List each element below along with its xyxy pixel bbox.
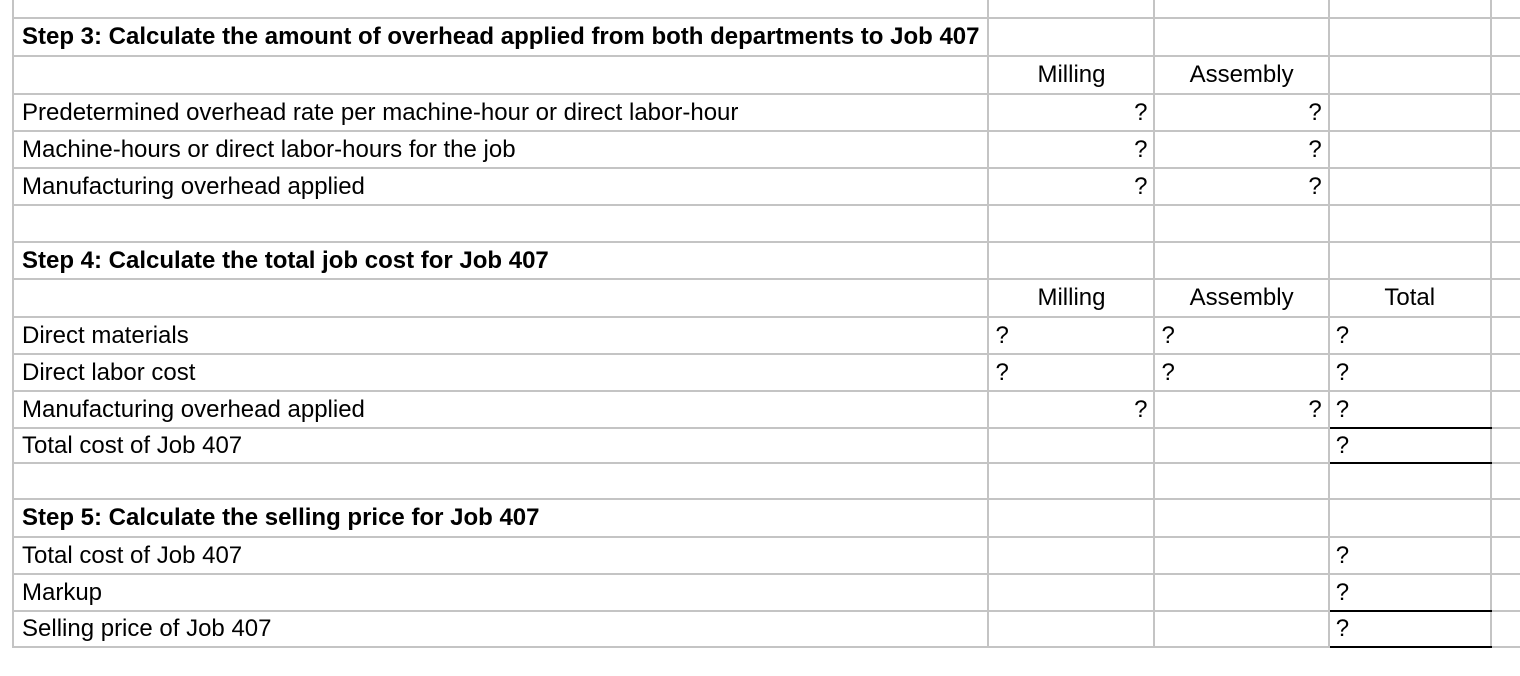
table-row (13, 428, 1520, 463)
milling-value[interactable]: ? (988, 94, 1154, 131)
cell[interactable] (1329, 18, 1491, 56)
cell[interactable] (1154, 18, 1328, 56)
row-label[interactable]: Manufacturing overhead applied (13, 391, 988, 428)
total-value[interactable]: ? (1329, 537, 1491, 574)
cell[interactable] (13, 279, 988, 317)
step4-col-total[interactable]: Total (1329, 279, 1491, 317)
table-row (13, 391, 1520, 428)
cell[interactable] (1329, 242, 1491, 279)
total-value[interactable]: ? (1329, 611, 1491, 647)
total-value[interactable]: ? (1329, 574, 1491, 611)
milling-value[interactable]: ? (988, 131, 1154, 168)
table-row (13, 94, 1520, 131)
cell[interactable] (988, 499, 1154, 537)
cell[interactable] (1491, 537, 1520, 574)
row-label[interactable]: Machine-hours or direct labor-hours for the job (13, 131, 988, 168)
cell[interactable] (1329, 168, 1491, 205)
cell[interactable] (1491, 354, 1520, 391)
cell[interactable] (1154, 205, 1328, 242)
cell[interactable] (988, 537, 1154, 574)
row-label[interactable]: Manufacturing overhead applied (13, 168, 988, 205)
step4-title[interactable]: Step 4: Calculate the total job cost for Job 407 (13, 242, 988, 279)
cell[interactable] (13, 0, 988, 18)
cell[interactable] (1491, 56, 1520, 94)
cell[interactable] (1329, 499, 1491, 537)
table-row (13, 317, 1520, 354)
cell[interactable] (1329, 205, 1491, 242)
milling-value[interactable]: ? (988, 354, 1154, 391)
cell[interactable] (988, 428, 1154, 463)
cell[interactable] (1491, 168, 1520, 205)
cell[interactable] (1329, 56, 1491, 94)
cell[interactable] (1491, 242, 1520, 279)
cell[interactable] (1491, 391, 1520, 428)
cell[interactable] (1329, 94, 1491, 131)
cell[interactable] (1154, 611, 1328, 647)
cell[interactable] (988, 18, 1154, 56)
grid-row (13, 499, 1520, 537)
cell[interactable] (1154, 0, 1328, 18)
cell[interactable] (1491, 428, 1520, 463)
cell[interactable] (1154, 242, 1328, 279)
cell[interactable] (988, 242, 1154, 279)
cell[interactable] (1491, 205, 1520, 242)
milling-value[interactable]: ? (988, 317, 1154, 354)
assembly-value[interactable]: ? (1154, 354, 1328, 391)
row-label[interactable]: Selling price of Job 407 (13, 611, 988, 647)
cell[interactable] (1491, 574, 1520, 611)
table-row (13, 574, 1520, 611)
cell[interactable] (1329, 131, 1491, 168)
grid-row (13, 56, 1520, 94)
step3-col-assembly[interactable]: Assembly (1154, 56, 1328, 94)
spreadsheet-grid (12, 0, 1520, 648)
grid-row (13, 463, 1520, 499)
cell[interactable] (1329, 0, 1491, 18)
row-label[interactable]: Markup (13, 574, 988, 611)
total-value[interactable]: ? (1329, 391, 1491, 428)
assembly-value[interactable]: ? (1154, 168, 1328, 205)
row-label[interactable]: Total cost of Job 407 (13, 428, 988, 463)
cell[interactable] (1491, 0, 1520, 18)
grid-row (13, 0, 1520, 18)
grid-row (13, 242, 1520, 279)
row-label[interactable]: Direct labor cost (13, 354, 988, 391)
cell[interactable] (13, 205, 988, 242)
grid-row (13, 279, 1520, 317)
cell[interactable] (988, 0, 1154, 18)
cell[interactable] (13, 463, 988, 499)
cell[interactable] (1491, 611, 1520, 647)
cell[interactable] (1491, 131, 1520, 168)
total-value[interactable]: ? (1329, 354, 1491, 391)
cell[interactable] (988, 611, 1154, 647)
table-row (13, 537, 1520, 574)
cell[interactable] (988, 205, 1154, 242)
total-value[interactable]: ? (1329, 428, 1491, 463)
cell[interactable] (1154, 574, 1328, 611)
step4-col-assembly[interactable]: Assembly (1154, 279, 1328, 317)
cell[interactable] (1154, 499, 1328, 537)
cell[interactable] (13, 56, 988, 94)
assembly-value[interactable]: ? (1154, 94, 1328, 131)
table-row (13, 131, 1520, 168)
table-row (13, 168, 1520, 205)
step5-title[interactable]: Step 5: Calculate the selling price for Job 407 (13, 499, 988, 537)
grid-row (13, 18, 1520, 56)
cell[interactable] (1491, 499, 1520, 537)
step3-title[interactable]: Step 3: Calculate the amount of overhead applied from both departments to Job 407 (13, 18, 988, 56)
cell[interactable] (1491, 279, 1520, 317)
cell[interactable] (988, 463, 1154, 499)
assembly-value[interactable]: ? (1154, 391, 1328, 428)
assembly-value[interactable]: ? (1154, 131, 1328, 168)
milling-value[interactable]: ? (988, 168, 1154, 205)
milling-value[interactable]: ? (988, 391, 1154, 428)
row-label[interactable]: Predetermined overhead rate per machine-hour or direct labor-hour (13, 94, 988, 131)
cell[interactable] (1491, 317, 1520, 354)
table-row (13, 611, 1520, 647)
row-label[interactable]: Direct materials (13, 317, 988, 354)
table-row (13, 354, 1520, 391)
assembly-value[interactable]: ? (1154, 317, 1328, 354)
cell[interactable] (1491, 18, 1520, 56)
step3-col-milling[interactable]: Milling (988, 56, 1154, 94)
cell[interactable] (1154, 428, 1328, 463)
step4-col-milling[interactable]: Milling (988, 279, 1154, 317)
cell[interactable] (1329, 463, 1491, 499)
grid-row (13, 205, 1520, 242)
row-label[interactable]: Total cost of Job 407 (13, 537, 988, 574)
total-value[interactable]: ? (1329, 317, 1491, 354)
cell[interactable] (1154, 463, 1328, 499)
cell[interactable] (1491, 463, 1520, 499)
cell[interactable] (1154, 537, 1328, 574)
cell[interactable] (988, 574, 1154, 611)
cell[interactable] (1491, 94, 1520, 131)
